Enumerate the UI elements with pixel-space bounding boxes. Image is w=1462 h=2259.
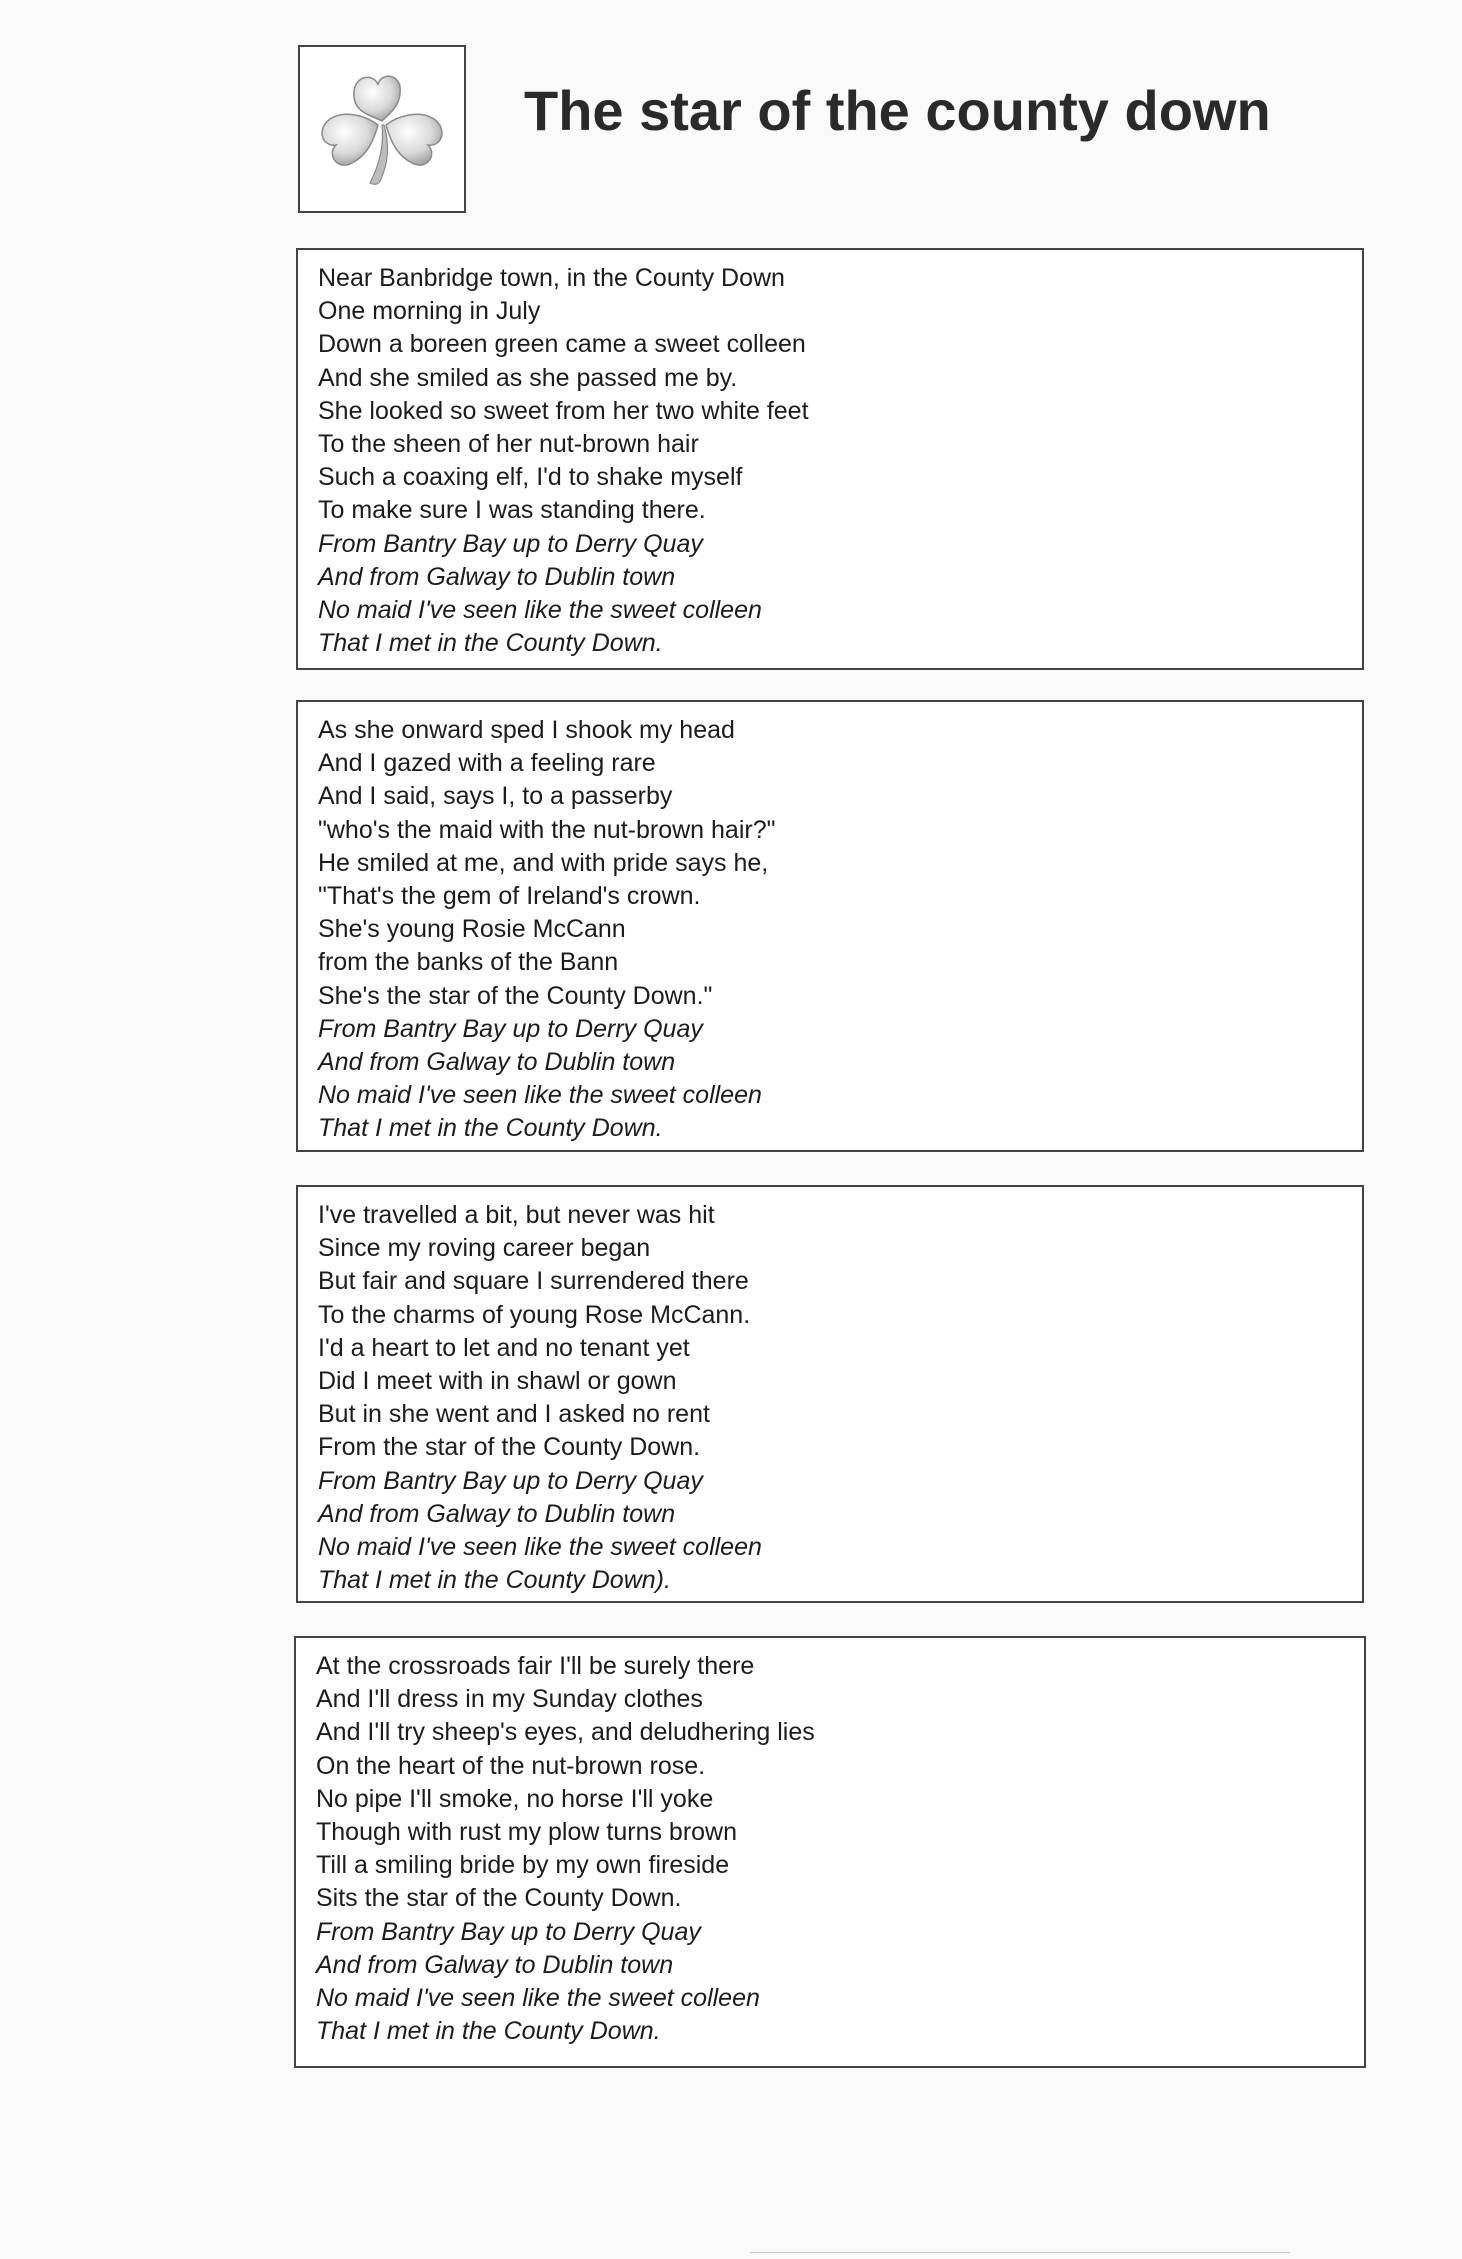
lyric-line: And I gazed with a feeling rare	[318, 749, 656, 778]
logo-box	[298, 45, 466, 213]
chorus-line: From Bantry Bay up to Derry Quay	[318, 1466, 703, 1495]
lyric-line: No pipe I'll smoke, no horse I'll yoke	[316, 1784, 714, 1813]
lyric-line: From the star of the County Down.	[318, 1433, 701, 1462]
lyric-line: But fair and square I surrendered there	[318, 1267, 749, 1296]
lyric-line: She's the star of the County Down."	[318, 981, 713, 1010]
lyric-line: To the sheen of her nut-brown hair	[318, 430, 699, 459]
lyric-line: She looked so sweet from her two white feet	[318, 396, 809, 425]
lyric-line: And I'll try sheep's eyes, and deludhering lies	[316, 1718, 815, 1747]
lyric-line: At the crossroads fair I'll be surely there	[316, 1652, 755, 1680]
chorus-line: And from Galway to Dublin town	[318, 1499, 676, 1528]
chorus-line: And from Galway to Dublin town	[318, 1048, 676, 1077]
chorus-line: No maid I've seen like the sweet colleen	[318, 1081, 762, 1110]
lyric-line: Down a boreen green came a sweet colleen	[318, 330, 806, 359]
chorus-line: From Bantry Bay up to Derry Quay	[316, 1917, 701, 1946]
lyric-line: To make sure I was standing there.	[318, 496, 706, 525]
lyric-line: from the banks of the Bann	[318, 948, 619, 977]
chorus-line: From Bantry Bay up to Derry Quay	[318, 1014, 703, 1043]
lyric-line: Since my roving career began	[318, 1234, 651, 1263]
lyric-line: "That's the gem of Ireland's crown.	[318, 882, 701, 911]
chorus-line: That I met in the County Down.	[318, 629, 663, 658]
lyric-line: Though with rust my plow turns brown	[316, 1818, 738, 1847]
lyric-line: To the charms of young Rose McCann.	[318, 1300, 751, 1329]
lyric-line: I'd a heart to let and no tenant yet	[318, 1333, 690, 1362]
lyric-line: I've travelled a bit, but never was hit	[318, 1201, 715, 1229]
chorus-line: No maid I've seen like the sweet colleen	[318, 596, 762, 625]
page-edge-line	[750, 2252, 1290, 2253]
lyric-line: Sits the star of the County Down.	[316, 1884, 682, 1913]
verse-box	[294, 1636, 1366, 2068]
chorus-line: No maid I've seen like the sweet colleen	[316, 1984, 760, 2013]
lyric-line: Did I meet with in shawl or gown	[318, 1367, 677, 1396]
chorus-line: That I met in the County Down).	[318, 1566, 671, 1595]
chorus-line: And from Galway to Dublin town	[318, 562, 676, 591]
lyric-line: As she onward sped I shook my head	[318, 716, 735, 744]
chorus-line: From Bantry Bay up to Derry Quay	[318, 529, 703, 558]
chorus-line: No maid I've seen like the sweet colleen	[318, 1533, 762, 1562]
chorus-line: That I met in the County Down.	[316, 2017, 661, 2046]
chorus-line: And from Galway to Dublin town	[316, 1950, 674, 1979]
verse-box	[296, 1185, 1364, 1603]
lyric-line: Such a coaxing elf, I'd to shake myself	[318, 463, 743, 492]
lyric-line: On the heart of the nut-brown rose.	[316, 1751, 706, 1780]
lyric-line: Till a smiling bride by my own fireside	[316, 1851, 730, 1880]
lyric-line: She's young Rosie McCann	[318, 915, 626, 944]
lyric-line: One morning in July	[318, 297, 541, 326]
verse-box	[296, 700, 1364, 1152]
page-title: The star of the county down	[524, 79, 1271, 142]
lyric-line: "who's the maid with the nut-brown hair?"	[318, 815, 776, 844]
chorus-line: That I met in the County Down.	[318, 1114, 663, 1143]
lyric-line: And I said, says I, to a passerby	[318, 782, 673, 811]
lyric-line: Near Banbridge town, in the County Down	[318, 264, 785, 292]
lyric-line: And I'll dress in my Sunday clothes	[316, 1685, 703, 1714]
shamrock-icon	[312, 59, 452, 199]
lyric-line: He smiled at me, and with pride says he,	[318, 848, 769, 877]
verse-box	[296, 248, 1364, 670]
lyric-line: And she smiled as she passed me by.	[318, 363, 738, 392]
lyric-line: But in she went and I asked no rent	[318, 1400, 710, 1429]
